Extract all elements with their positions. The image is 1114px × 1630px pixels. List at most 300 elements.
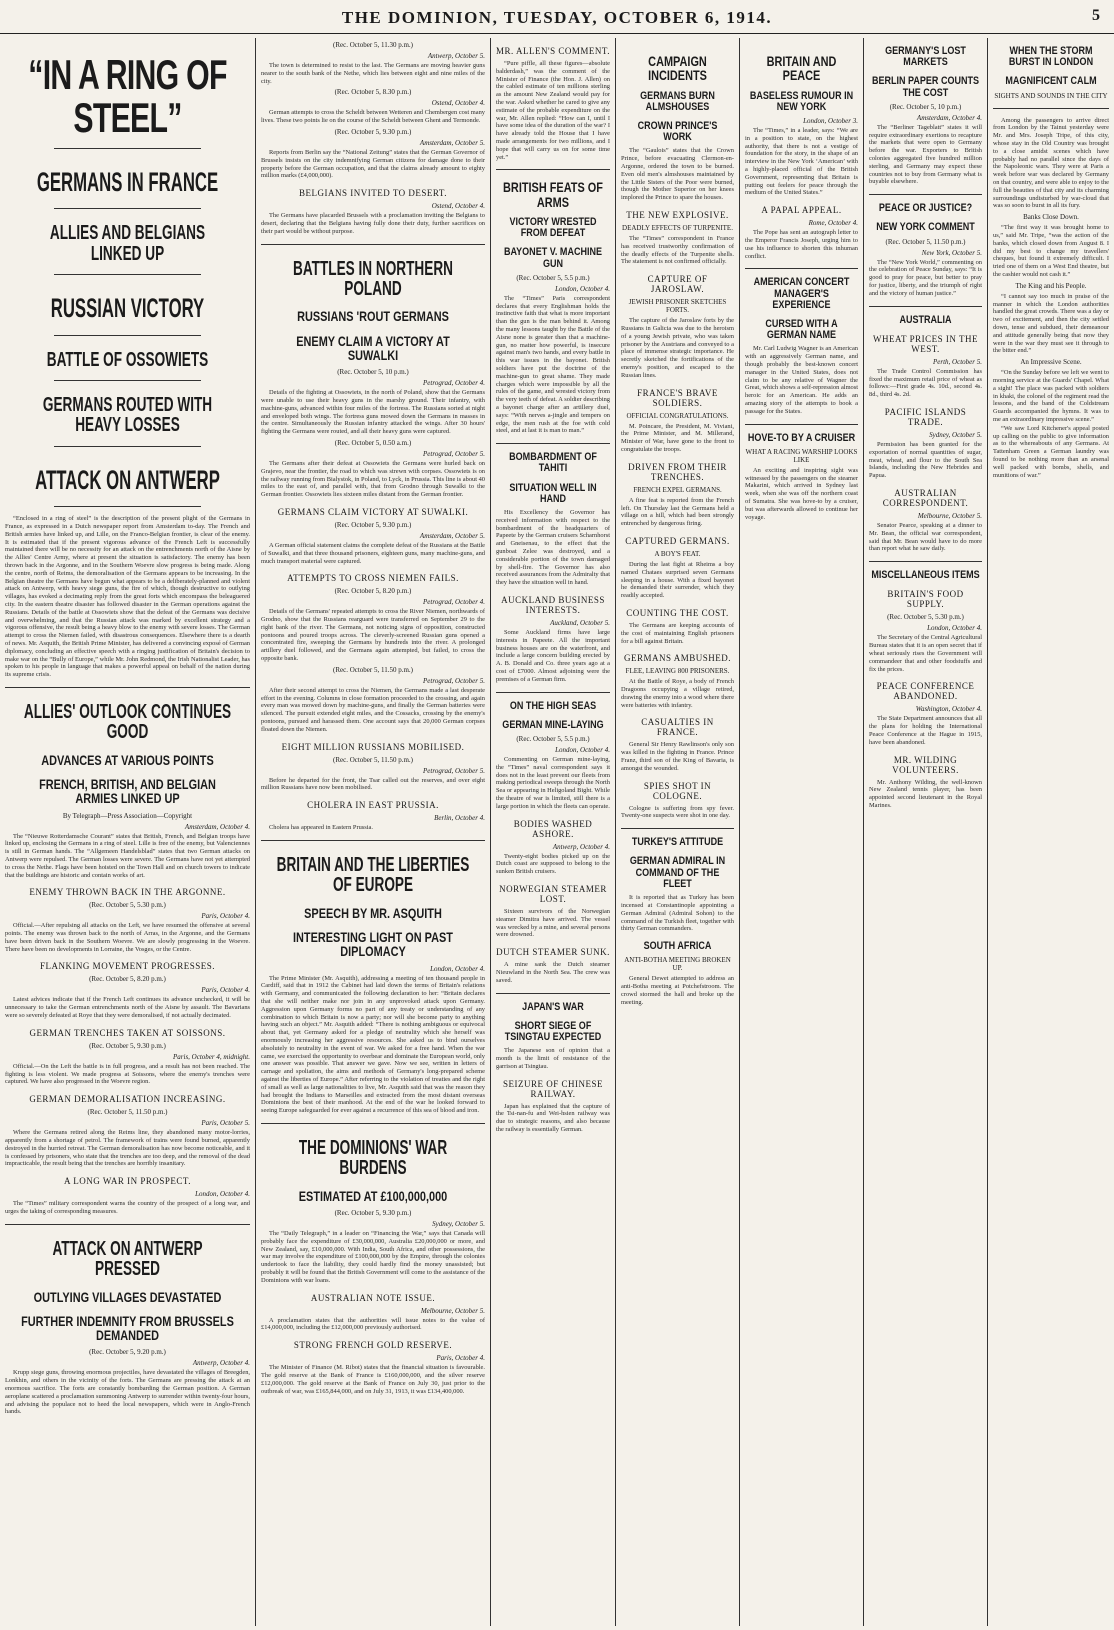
britpeace-dateline: London, October 3. — [803, 116, 858, 125]
masthead — [0, 0, 1114, 34]
britpeace-body-text: The “Times,” in a leader, says: “We are in a position to state, on the highest authority, that there is not a vestige of foundation for the story, in the shape of an interview in the New York ‘American’ with a highly-placed official of the British Government, representing that Britain is putting out feelers for peace through the medium of the United States.” — [745, 126, 858, 197]
jaroslaw-body — [621, 317, 734, 379]
correspondent-headline: AUSTRALIAN CORRESPONDENT. — [882, 488, 969, 509]
page-number: 5 — [1092, 7, 1100, 24]
pacific-dateline: Sydney, October 5. — [929, 431, 982, 440]
campaign-deck-1: GERMANS BURN ALMSHOUSES — [640, 89, 715, 113]
last-body-text: “We saw Lord Kitchener's appeal posted up calling on the public to give information as to the whereabouts of any Germans. At Tattenham Green a German laundry was found to be nothing more than an arsenal well packed with bombs, shells, and munitions of war.” — [993, 424, 1109, 479]
wilding-body-text: Mr. Anthony Wilding, the well-known New Zealand tennis player, has been appointed second lieutenant in the Royal Marines. — [869, 778, 982, 810]
banks-subhead: Banks Close Down. — [1023, 213, 1079, 222]
australia-dateline: Perth, October 5. — [933, 357, 982, 366]
britain-deck-1: SPEECH BY MR. ASQUITH — [304, 904, 442, 921]
norwegian-headline: NORWEGIAN STEAMER LOST. — [499, 883, 607, 904]
australia-subhead: WHEAT PRICES IN THE WEST. — [873, 333, 978, 354]
driven-headline: DRIVEN FROM THEIR TRENCHES. — [628, 461, 727, 482]
ostend-body-text: German attempts to cross the Scheldt between Wetteren and Chembergen cost many lives. These two points lie on the course of the Scheldt between Ghent and Termonde. — [261, 109, 485, 125]
niemen2-body-text: After their second attempt to cross the Niemen, the Germans made a last desperate effort in the evening. Columns in close formation proceeded to the crossing, and again every man was mowed down by machine-guns, and finally the German batteries were silenced. The pursuit extended eight miles, and the Cossacks, crossing by the enemy's pontoons, pursued and harassed them. One account says that 20,000 German corpses floated down the Niemen. — [261, 686, 485, 733]
australia-body-text: The Trade Control Commission has fixed the maximum retail price of wheat as follows:—First grade 4s. 10d., second 4s. 8d., third 4s. 2d. — [869, 367, 982, 399]
campaign-headline: CAMPAIGN INCIDENTS — [648, 53, 707, 84]
eight-body — [261, 777, 485, 793]
conference-headline: PEACE CONFERENCE ABANDONED. — [876, 681, 975, 702]
niemen-dateline: Petrograd, October 4. — [423, 598, 485, 607]
lead-deck-2: ALLIES AND BELGIANS LINKED UP — [49, 222, 206, 265]
poland-deck-2: ENEMY CLAIM A VICTORY AT SUWALKI — [296, 332, 450, 363]
niemen-body-text: Details of the Germans' repeated attempts to cross the River Niemen, northwards of Grodno, show that the Russians rearguard were transferred on September 29 to the right bank of the river. The Germans, not noticing signs of opposition, constructed pontoons and poured troops across. The cleverly-screened Russian guns opened a concentrated fire, sweeping the Germans by hundreds into the river. A prolonged artillery duel followed, and the Germans again attempted, but failed, to cross the opposite bank. — [261, 608, 485, 663]
correspondent-body — [869, 522, 982, 553]
peace-deck: NEW YORK COMMENT — [876, 221, 975, 234]
soissons-body — [5, 1063, 250, 1086]
lead-deck-3: RUSSIAN VICTORY — [50, 292, 205, 323]
france-soldiers-headline: FRANCE'S BRAVE SOLDIERS. — [637, 387, 718, 408]
feats-dateline: London, October 4. — [555, 284, 610, 293]
argonne-rec: (Rec. October 5, 5.30 p.m.) — [89, 901, 166, 910]
japan-deck: SHORT SIEGE OF TSINGTAU EXPECTED — [504, 1019, 602, 1043]
demoral-dateline: Paris, October 5. — [201, 1119, 250, 1128]
divider — [54, 380, 201, 381]
impressive-body — [993, 369, 1109, 424]
feats-headline: BRITISH FEATS OF ARMS — [503, 179, 603, 210]
niemen2-body — [261, 687, 485, 734]
south-africa-body-text: General Dewet attempted to address an anti-Botha meeting at Potchefstroom. The crowd stormed the hall and broke up the meeting. — [621, 975, 734, 1006]
outlook-body-text: The “Nieuwe Rotterdamsche Courant” states that British, French, and Belgian troops have linked up, enclosing the Germans in a ring of steel. Lille is free of the enemy, but Valenciennes is still in German hands. The “Allgemeen Handelsblad” states that two German attacks on Antwerp were repulsed. The German losses were severe. The Germans have not yet attempted to cross the Nethe. Flags have been hoisted on the Town Hall and on church towers to indicate that the buildings are historic and contain works of art. — [5, 832, 250, 879]
turkey-headline: TURKEY'S ATTITUDE — [631, 836, 724, 849]
japan-body-text: The Japanese son of opinion that a month is the limit of resistance of the garrison at Tsingtau. — [496, 1047, 610, 1070]
dominions-rec: (Rec. October 5, 9.30 p.m.) — [334, 1209, 412, 1218]
papal-dateline: Rome, October 4. — [808, 219, 858, 228]
divider — [496, 993, 610, 994]
divider — [496, 443, 610, 444]
lead-deck-5: GERMANS ROUTED WITH HEAVY LOSSES — [42, 393, 213, 437]
amst-body — [261, 149, 485, 180]
demoral-body — [5, 1129, 250, 1168]
france-soldiers-body-text: M. Poincare, the President, M. Viviani, the Prime Minister, and M. Millerand, Minister of War, have gone to the front to congratulate the troops. — [621, 422, 734, 453]
concert-headline: AMERICAN CONCERT MANAGER'S EXPERIENCE — [753, 276, 850, 311]
conference-dateline: Washington, October 4. — [915, 705, 982, 714]
papal-headline: A PAPAL APPEAL. — [761, 205, 842, 216]
captured-headline: CAPTURED GERMANS. — [625, 535, 730, 546]
spies-headline: SPIES SHOT IN COLOGNE. — [643, 780, 712, 801]
niemen2-dateline: Petrograd, October 5. — [423, 676, 485, 685]
eight-body-text: Before he departed for the front, the Tsar called out the reserves, and over eight million Russians have now been mobilised. — [261, 776, 485, 792]
captured-body-text: During the last fight at Rheims a boy named Chataes surprised seven Germans sleeping in a house. With a fixed bayonet he demanded their surrender, which they readily accepted. — [621, 560, 734, 600]
gold-body-text: The Minister of Finance (M. Ribot) states that the financial situation is favourable. The gold reserve at the Bank of France is £160,000,000, and the silver reserve £12,000,000. The gold reserve at the Bank of France on July 30, just prior to the outbreak of war, was £165,844,000, and on July 31, 1913, it was £134,400,000. — [261, 1364, 485, 1395]
sea-dateline: London, October 4. — [555, 745, 610, 754]
note-body-text: A proclamation states that the authorities will issue notes to the value of £14,000,000, including the £12,000,000 previously authorised. — [261, 1316, 485, 1332]
poland-dateline: Petrograd, October 4. — [423, 379, 485, 388]
top-rec: (Rec. October 5, 11.30 p.m.) — [332, 41, 414, 49]
flank-headline: FLANKING MOVEMENT PROGRESSES. — [39, 961, 216, 972]
dominions-dateline: Sydney, October 5. — [432, 1220, 485, 1229]
sea-body — [496, 756, 610, 811]
war-headline: A LONG WAR IN PROSPECT. — [64, 1176, 191, 1187]
feats-body-text: The “Times” Paris correspondent declares that every Englishman holds the instinctive faith that what is more important than the gun is the man behind it. Among the many lessons taught by the Battle of the Aisne none is greater than that a machine-gun, no matter how powerful, is insecure against man's two hands, and every battle in this war issues in the bayonet. British soldiers have put the doctrine of the machine-gun to great shame. They made charges which were impossible by all the rules of the game, and wrested victory from the very teeth of defeat. A soldier describing a bayonet charge after an artillery duel, says: “With nerves a-jingle and tempers on edge, the men rush at the foe with cold steel, and at last it is man to man.” — [496, 294, 610, 435]
antwerp-body — [5, 1369, 250, 1416]
amst-dateline: Amsterdam, October 5. — [419, 138, 485, 147]
auckland-body — [496, 629, 610, 684]
bodies-dateline: Antwerp, October 4. — [552, 842, 610, 851]
casualties-body-text: General Sir Henry Rawlinson's only son was killed in the fighting in France. Prince Franz, third son of the King of Bavaria, is amongst the wounded. — [621, 741, 734, 772]
misc-subhead: BRITAIN'S FOOD SUPPLY. — [887, 589, 964, 610]
casualties-body — [621, 741, 734, 772]
divider — [745, 424, 858, 425]
markets-headline: GERMANY'S LOST MARKETS — [885, 45, 966, 69]
top-dateline: Antwerp, October 5. — [427, 52, 485, 60]
britpeace-headline: BRITAIN AND PEACE — [766, 53, 837, 84]
britain-body — [261, 975, 485, 1115]
divider — [54, 148, 201, 149]
king-subhead: The King and his People. — [1015, 281, 1087, 290]
spacer — [745, 38, 858, 44]
antwerp-rec: (Rec. October 5, 9.20 p.m.) — [89, 1348, 166, 1357]
dominions-body-text: The “Daily Telegraph,” in a leader on “Financing the War,” says that Canada will probably face the expenditure of £30,000,000, Australia £20,000,000 or more, and New Zealand, say, £10,000,000. With India, South Africa, and other possessions, the war may involve the expenditure of £100,000,000 by the Empire, through the colonies undertook to face the liability, they could hardly find the money unassisted; but probably it will be found that the British Government will come to the assistance of the Dominions with war loans. — [261, 1230, 485, 1284]
outlook-dateline: Amsterdam, October 4. — [184, 822, 250, 831]
divider — [5, 687, 250, 688]
campaign-body — [621, 147, 734, 202]
divider — [621, 828, 734, 829]
top-body-text: The town is determined to resist to the last. The Germans are moving heavier guns nearer to the south bank of the Nethe, which lies between eight and nine miles of the city. — [261, 62, 485, 85]
amst-rec: (Rec. October 5, 9.30 p.m.) — [334, 127, 412, 136]
campaign-deck-2: CROWN PRINCE'S WORK — [637, 119, 718, 144]
tahiti-headline: BOMBARDMENT OF TAHITI — [509, 451, 597, 475]
top-body — [261, 62, 485, 85]
feats-rec: (Rec. October 5, 5.5 p.m.) — [516, 273, 590, 282]
allen-body — [496, 60, 610, 161]
britpeace-body — [745, 127, 858, 197]
last-body — [993, 425, 1109, 480]
ambushed-body — [621, 678, 734, 709]
niemen-headline: ATTEMPTS TO CROSS NIEMEN FAILS. — [287, 573, 459, 584]
britpeace-deck: BASELESS RUMOUR IN NEW YORK — [749, 89, 854, 113]
auckland-dateline: Auckland, October 5. — [550, 618, 610, 627]
column-5 — [739, 38, 863, 1626]
feats-deck-1: VICTORY WRESTED FROM DEFEAT — [509, 215, 597, 240]
poland-body-text: Details of the fighting at Ossowiets, in the north of Poland, show that the Germans were unable to use their heavy guns in the marshy ground. Their infantry, with machine-guns, advanced within four miles of the fortress. The Russians sorted at night and enveloped both wings. The fortress guns mowed down the Germans in masses in the centre. Simultaneously the Russian infantry attacked the wings. After 30 hours' fighting the Germans were routed, and all their heavy guns were captured. — [261, 389, 485, 436]
flank-rec: (Rec. October 5, 8.20 p.m.) — [89, 975, 166, 984]
papal-body-text: The Pope has sent an autograph letter to the Emperor Francis Joseph, urging him to use his influence to shorten this inhuman conflict. — [745, 229, 858, 260]
eight-headline: EIGHT MILLION RUSSIANS MOBILISED. — [281, 741, 465, 752]
flank-body-text: Latest advices indicate that if the French Left continues its advance unchecked, it will be unnecessary to take the German entrenchments north of the Aisne by assault. The Bavarians were so severely defeated at Roye that they were demoralised, if not actually decimated. — [5, 996, 250, 1020]
sea-headline: ON THE HIGH SEAS — [509, 699, 597, 712]
explosive-subhead: DEADLY EFFECTS OF TURPENITE. — [622, 223, 733, 232]
spacer — [621, 38, 734, 44]
hove-deck: WHAT A RACING WARSHIP LOOKS LIKE — [745, 447, 858, 464]
divider — [869, 194, 982, 195]
britain-deck-2: INTERESTING LIGHT ON PAST DIPLOMACY — [293, 929, 453, 960]
seizure-body-text: Japan has explained that the capture of the Tsi-nan-fu and Wei-hsien railway was due to strategic reasons, and also because the railway is essentially German. — [496, 1102, 610, 1133]
conference-body-text: The State Department announces that all the plans for holding the International Peace Conference at the Hague in 1915, have been abandoned. — [869, 715, 982, 746]
demoral-headline: GERMAN DEMORALISATION INCREASING. — [29, 1094, 226, 1105]
desert-headline: BELGIANS INVITED TO DESERT. — [299, 188, 447, 199]
wilding-body — [869, 779, 982, 810]
page-columns — [0, 38, 1114, 1626]
ostend-body — [261, 109, 485, 125]
divider — [496, 692, 610, 693]
misc-body-text: The Secretary of the Central Agricultural Bureau states that it is an open secret that if wheat seriously rises the Government will commandeer that and other foodstuffs and fix the prices. — [869, 634, 982, 673]
desert-dateline: Ostend, October 4. — [431, 202, 485, 211]
suwalki-body-text: A German official statement claims the complete defeat of the Russians at the Battle of Suwalki, and that three thousand prisoners, eighteen guns, many machine-guns, and much transport material were captured. — [261, 541, 485, 565]
desert-body-text: The Germans have placarded Brussels with a proclamation inviting the Belgians to desert, declaring that the Belgians having fully done their duty, further sacrifices on their part would be without purpose. — [261, 212, 485, 235]
outlook-deck-1: ADVANCES AT VARIOUS POINTS — [41, 751, 214, 768]
osso-rec: (Rec. October 5, 0.50 a.m.) — [334, 438, 412, 447]
dominions-deck: ESTIMATED AT £100,000,000 — [298, 1187, 448, 1204]
divider — [261, 1123, 485, 1124]
tahiti-body — [496, 509, 610, 587]
seizure-body — [496, 1103, 610, 1134]
correspondent-body-text: Senator Pearce, speaking at a dinner to Mr. Bean, the official war correspondent, said that Mr. Bean would have to do more than report what he saw daily. — [869, 522, 982, 553]
dominions-headline: THE DOMINIONS' WAR BURDENS — [298, 1136, 448, 1180]
sea-deck: GERMAN MINE-LAYING — [502, 718, 604, 731]
divider — [496, 169, 610, 170]
driven-body-text: A fine feat is reported from the French left. On Thursday last the Germans held a village on a hill, which had been strongly entrenched by dangerous firing. — [621, 496, 734, 528]
gold-body — [261, 1364, 485, 1395]
misc-rec: (Rec. October 5, 5.30 p.m.) — [887, 613, 964, 622]
cholera-body-text: Cholera has appeared in Eastern Prussia. — [269, 824, 373, 832]
storm-deck-1: MAGNIFICENT CALM — [1005, 75, 1097, 88]
niemen-body — [261, 608, 485, 663]
bodies-headline: BODIES WASHED ASHORE. — [513, 818, 593, 839]
dutch-body-text: A mine sank the Dutch steamer Nieuwland in the North Sea. The crew was saved. — [496, 961, 610, 984]
divider — [54, 506, 201, 507]
markets-dateline: Amsterdam, October 4. — [916, 113, 982, 122]
argonne-body — [5, 922, 250, 953]
antwerp-dateline: Antwerp, October 4. — [192, 1359, 250, 1368]
impressive-body-text: “On the Sunday before we left we went to morning service at the Guards' Chapel. What a sight! The place was packed with soldiers in khaki, the colonel of the regiment read the lessons, and the band of the Coldstream Guards accompanied the hymns. It was to me an extraordinary impressive scene.” — [993, 369, 1109, 423]
australia-headline: AUSTRALIA — [899, 313, 952, 326]
casualties-headline: CASUALTIES IN FRANCE. — [641, 717, 714, 738]
divider — [993, 108, 1109, 109]
dutch-headline: DUTCH STEAMER SUNK. — [496, 947, 610, 958]
concert-body-text: Mr. Carl Ludwig Wagner is an American with an aggressively German name, and though probably the best-known concert manager in the United States, does not claim to be any relative of Wagner the Great, which shows a self-repression almost heroic for an American. He adds an amazing story of the attempts to book a passage for the States. — [745, 345, 858, 415]
king-body — [993, 293, 1109, 355]
allen-body-text: “Pure piffle, all these figures—absolute balderdash,” was the comment of the Minister of Finance (the Hon. J. Allen) on the cabled estimate of ten millions sterling as the amount New Zealand would pay for the war. Asked whether he cared to give any estimate of the probable expenditure on the war, Mr. Allen replied: “How can I, until I have some idea of the duration of the war? I have already told the House that I have made arrangements for two millions, and I hope that will carry us on for some time yet.” — [496, 60, 610, 161]
turkey-body — [621, 894, 734, 933]
bodies-body — [496, 853, 610, 876]
poland-deck-1: RUSSIANS 'ROUT GERMANS — [297, 308, 449, 325]
norwegian-body-text: Sixteen survivors of the Norwegian steamer Dimitra have arrived. The vessel was wrecked by a mine, and several persons were drowned. — [496, 907, 610, 939]
sea-body-text: Commenting on German mine-laying, the “Times” naval correspondent says it does not in the least prevent our fleets from making periodical sweeps through the North Sea or appearing in Heligoland Bight. While the theatre of war is limited, still there is a large portion in which the fleets can operate. — [496, 755, 610, 810]
masthead-title: THE DOMINION, TUESDAY, OCTOBER 6, 1914. — [341, 8, 773, 27]
feats-body — [496, 295, 610, 435]
column-6 — [863, 38, 987, 1626]
hove-body-text: An exciting and inspiring sight was witnessed by the passengers on the steamer Makarini, which arrived in Sydney last week, when she was off the northern coast of Sumatra. She was hove-to by a cruiser, but was afterwards allowed to continue her voyage. — [745, 466, 858, 521]
osso-dateline: Petrograd, October 5. — [423, 449, 485, 458]
south-africa-deck: ANTI-BOTHA MEETING BROKEN UP. — [624, 956, 731, 973]
papal-body — [745, 229, 858, 260]
auckland-body-text: Some Auckland firms have large interests in Papeete. All the important business houses are on the waterfront, and include a large concern building erected by A. B. Donald and Co. three years ago at a cost of £7000. Almost adjoining were the premises of a German firm. — [496, 628, 610, 683]
divider — [54, 208, 201, 209]
storm-headline: WHEN THE STORM BURST IN LONDON — [1008, 45, 1094, 69]
column-2 — [255, 38, 490, 1626]
divider — [54, 446, 201, 447]
peace-headline: PEACE OR JUSTICE? — [878, 202, 973, 215]
osso-body — [261, 460, 485, 499]
misc-headline: MISCELLANEOUS ITEMS — [871, 569, 980, 582]
outlook-body — [5, 833, 250, 880]
lead-deck-4: BATTLE OF OSSOWIETS — [46, 348, 209, 371]
desert-body — [261, 212, 485, 235]
bodies-body-text: Twenty-eight bodies picked up on the Dutch coast are supposed to belong to the sunken British cruisers. — [496, 852, 610, 876]
storm-deck-2: SIGHTS AND SOUNDS IN THE CITY — [994, 91, 1108, 100]
lead-deck-6: ATTACK ON ANTWERP — [35, 464, 220, 495]
argonne-headline: ENEMY THROWN BACK IN THE ARGONNE. — [29, 887, 226, 898]
concert-deck: CURSED WITH A GERMAN NAME — [765, 317, 838, 342]
storm-body — [993, 117, 1109, 211]
divider — [5, 1224, 250, 1225]
suwalki-headline: GERMANS CLAIM VICTORY AT SUWALKI. — [277, 506, 469, 517]
eight-rec: (Rec. October 5, 11.50 p.m.) — [332, 755, 414, 764]
turkey-body-text: It is reported that as Turkey has been incensed at Constantinople appointing a German Admiral (Admiral Sohon) to the command of the Turkish fleet, together with thirty German commanders. — [621, 894, 734, 933]
lead-deck-1: GERMANS IN FRANCE — [36, 166, 219, 197]
suwalki-rec: (Rec. October 5, 9.30 p.m.) — [334, 520, 412, 529]
outlook-credit: By Telegraph—Press Association—Copyright — [62, 811, 193, 820]
note-dateline: Melbourne, October 5. — [420, 1306, 485, 1315]
turkey-deck: GERMAN ADMIRAL IN COMMAND OF THE FLEET — [629, 855, 726, 890]
peace-body-text: The “New York World,” commenting on the celebration of Peace Sunday, says: “It is good to pray for peace, but better to pray for justice, liberty, and the triumph of right and the victory of human justice.” — [869, 258, 982, 297]
note-headline: AUSTRALIAN NOTE ISSUE. — [310, 1292, 436, 1303]
hove-headline: HOVE-TO BY A CRUISER — [747, 431, 856, 444]
divider — [54, 335, 201, 336]
markets-rec: (Rec. October 5, 10 p.m.) — [889, 102, 962, 111]
argonne-dateline: Paris, October 4. — [201, 912, 250, 921]
captured-subhead: A BOY'S FEAT. — [654, 549, 701, 558]
impressive-subhead: An Impressive Scene. — [1020, 358, 1082, 367]
captured-body — [621, 561, 734, 600]
wilding-headline: MR. WILDING VOLUNTEERS. — [892, 754, 959, 775]
cholera-headline: CHOLERA IN EAST PRUSSIA. — [307, 800, 439, 811]
driven-subhead: FRENCH EXPEL GERMANS. — [633, 485, 722, 494]
soissons-dateline: Paris, October 4, midnight. — [173, 1052, 250, 1061]
eight-dateline: Petrograd, October 5. — [423, 766, 485, 775]
argonne-body-text: Official.—After repulsing all attacks on the Left, we have resumed the offensive at several points. The enemy was thrown back to the north of Arras, in the Argonne, and the Germans have been driven back in the Southern Woevre. We are slowly progressing in the Woevre. There have been no developments in Lorraine, the Vosges, or the Centre. — [5, 922, 250, 953]
france-soldiers-body — [621, 423, 734, 454]
peace-dateline: New York, October 5. — [921, 248, 982, 257]
misc-body — [869, 634, 982, 673]
allen-headline: MR. ALLEN'S COMMENT. — [496, 46, 610, 56]
poland-headline: BATTLES IN NORTHERN POLAND — [293, 257, 453, 300]
king-body-text: “I cannot say too much in praise of the manner in which the London authorities handled the great crowds. There was a day or two of excitement, and then the city settled down, tense and subdued, their demeanour and attitude generally being that now they were in the war they must see it through to the bitter end.” — [993, 292, 1109, 355]
spies-body-text: Cologne is suffering from spy fever. Twenty-one suspects were shot in one day. — [621, 804, 734, 820]
cost-body — [621, 622, 734, 645]
gold-dateline: Paris, October 4. — [436, 1354, 485, 1363]
conference-body — [869, 715, 982, 746]
spies-body — [621, 805, 734, 821]
explosive-body — [621, 235, 734, 266]
britain-dateline: London, October 4. — [430, 964, 485, 973]
jaroslaw-subhead: JEWISH PRISONER SKETCHES FORTS. — [628, 298, 727, 315]
japan-body — [496, 1047, 610, 1070]
auckland-headline: AUCKLAND BUSINESS INTERESTS. — [501, 594, 605, 615]
dominions-body — [261, 1230, 485, 1285]
lead-intro — [5, 515, 250, 679]
soissons-rec: (Rec. October 5, 9.30 p.m.) — [89, 1041, 166, 1050]
markets-body — [869, 124, 982, 186]
markets-body-text: The “Berliner Tageblatt” states it will require extraordinary exertions to recapture the markets that were open to Germany before the war. Exporters to British colonies aggregated five hundred million sterling, and Germany may expect these countries not to buy from Germany what is buyable elsewhere. — [869, 123, 982, 186]
feats-deck-2: BAYONET V. MACHINE GUN — [503, 246, 603, 270]
suwalki-dateline: Amsterdam, October 5. — [419, 531, 485, 540]
column-4 — [615, 38, 739, 1626]
divider — [261, 244, 485, 245]
concert-body — [745, 345, 858, 415]
norwegian-body — [496, 908, 610, 939]
explosive-body-text: The “Times” correspondent in France has received trustworthy confirmation of the deadly effects of the Turpenite shells. The statement is not confirmed officially. — [621, 234, 734, 266]
pacific-body-text: Permission has been granted for the exportation of normal quantities of sugar, meat, wheat, and flour to the South Sea Islands, including the New Hebrides and Papua. — [869, 441, 982, 480]
antwerp-deck-1: OUTLYING VILLAGES DEVASTATED — [33, 1288, 222, 1305]
ostend-dateline: Ostend, October 4. — [431, 99, 485, 108]
note-body — [261, 1317, 485, 1333]
flank-dateline: Paris, October 4. — [201, 986, 250, 995]
hove-body — [745, 467, 858, 522]
column-7 — [987, 38, 1114, 1626]
gold-headline: STRONG FRENCH GOLD RESERVE. — [293, 1340, 453, 1351]
outlook-deck-2: FRENCH, BRITISH, AND BELGIAN ARMIES LINKED UP — [39, 775, 216, 807]
poland-rec: (Rec. October 5, 10 p.m.) — [337, 368, 409, 377]
lead-headline: “IN A RING OF STEEL” — [28, 51, 227, 141]
soissons-body-text: Official.—On the Left the battle is in full progress, and a result has not been reached. The fighting is less violent. We made progress at Soissons, where the enemy's trenches were captured. We have also progressed in the Woevre region. — [5, 1062, 250, 1086]
dutch-body — [496, 961, 610, 984]
campaign-body-text: The “Gaulois” states that the Crown Prince, before evacuating Clermon-en-Argonne, ordered the town to be burned. Even old men's almshouses maintained by the Little Sisters of the Poor were burned, though the Mother Superior on her knees implored the Prince to spare the houses. — [621, 147, 734, 202]
jaroslaw-headline: CAPTURE OF JAROSLAW. — [647, 274, 708, 295]
ambushed-body-text: At the Battle of Roye, a body of French Dragoons occupying a village retired, drawing the enemy into a wood where there were batteries with infantry. — [621, 678, 734, 709]
peace-rec: (Rec. October 5, 11.50 p.m.) — [885, 237, 966, 246]
seizure-headline: SEIZURE OF CHINESE RAILWAY. — [502, 1078, 603, 1099]
australia-body — [869, 368, 982, 399]
japan-headline: JAPAN'S WAR — [522, 1000, 584, 1013]
sea-rec: (Rec. October 5, 5.5 p.m.) — [516, 734, 590, 743]
peace-body — [869, 259, 982, 298]
antwerp-deck-2: FURTHER INDEMNITY FROM BRUSSELS DEMANDED — [21, 1312, 234, 1344]
storm-body-text: Among the passengers to arrive direct from London by the Tainui yesterday were Mr. and Mrs. Joseph Tripe, of this city, whose stay in the Old Country was brought to a close amidst scenes which have probably had no parallel since the days of the Napoleonic wars. They were at Paris a week before war was declared by Germany on that country, and were able to enjoy to the full the beauties of that city and its charming surroundings undisturbed by war-cloud that was so soon to burst in all its fury. — [993, 116, 1109, 210]
cost-headline: COUNTING THE COST. — [626, 607, 729, 618]
osso-body-text: The Germans after their defeat at Ossowiets the Germans were hurled back on Grajevo, near the frontier, the road to which was strewn with corpses. Ossowiets is on the railway running from Bialystok, in Poland, to Lyck, in Prussia. This line is about 40 miles to the east of, and parallel with, that from Grodno through Suwalki to the German frontier. Ossowiets lies sixteen miles distant from the German frontier. — [261, 459, 485, 499]
divider — [745, 268, 858, 269]
markets-deck: BERLIN PAPER COUNTS THE COST — [871, 75, 980, 99]
south-africa-body — [621, 975, 734, 1006]
tahiti-deck: SITUATION WELL IN HAND — [509, 481, 597, 505]
driven-body — [621, 497, 734, 528]
lead-intro-text: “Enclosed in a ring of steel” is the description of the present plight of the Germans in France, as expressed in a Dutch newspaper report from Amsterdam to-day. The French and British armies have linked up, and Lille, on the Franco-Belgian frontier, is clear of the enemy. It is estimated that if the present vigorous advance of the French Left is successfully maintained there will be no necessity for an attack on the entrenchments north of the Aisne by the Allies' Centre Army, where at present the situation is satisfactory. The enemy has been thrown back in the Argonne, and in the Southern Woevre slow progress is being made. Along the centre, north of Reims, the demoralisation of the Germans appears to be increasing. In the Belgian theatre the Germans have begun what appears to be a deliberately-planned and violent attack on Antwerp, with heavy siege guns, the fire of which, though destructive to outlying villages, has evoked a decimating reply from the great forts which encompass the beleaguered city. In the eastern theatre disaster has followed disaster in the German operations against the Russians. Details of the battle at Ossowiets show that the defeat of the Germans was decisive and overwhelming, and that the Russian attack was marked by excellent strategy and a vigorous offensive, the result being a heavy blow to the enemy with severe losses. The German attempt to cross the Niemen failed, with disastrous consequences. Elsewhere there is a dearth of news. Mr. Asquith, the British Prime Minister, has delivered a convincing exposé of German diplomacy, concluding an effective speech with a ringing justification of Britain's decision to make war on the “Bully of Europe,” while Mr. John Redmond, the Irish Nationalist Leader, has spoken to his people in language that makes a powerful appeal on behalf of the nation during its supreme crisis. — [5, 515, 250, 679]
amst-body-text: Reports from Berlin say the “National Zeitung” states that the German Governor of Brussels insists on the city indemnifying German citizens for damage done to their property before the German occupation, and that the claims already amount to eighty million marks (£4,000,000). — [261, 148, 485, 180]
correspondent-dateline: Melbourne, October 5. — [917, 512, 982, 521]
column-1 — [0, 38, 255, 1626]
pacific-headline: PACIFIC ISLANDS TRADE. — [884, 407, 967, 428]
divider — [869, 306, 982, 307]
ambushed-subhead: FLEE, LEAVING 800 PRISONERS. — [625, 667, 730, 676]
column-3 — [490, 38, 615, 1626]
misc-dateline: London, October 4. — [927, 624, 982, 633]
britain-headline: BRITAIN AND THE LIBERTIES OF EUROPE — [276, 854, 470, 897]
war-body — [5, 1200, 250, 1216]
cholera-body — [261, 824, 485, 832]
divider — [869, 561, 982, 562]
france-soldiers-subhead: OFFICIAL CONGRATULATIONS. — [626, 411, 729, 420]
niemen-rec: (Rec. October 5, 8.20 p.m.) — [334, 587, 412, 596]
south-africa-headline: SOUTH AFRICA — [643, 940, 712, 953]
banks-body — [993, 224, 1109, 279]
flank-body — [5, 996, 250, 1019]
cost-body-text: The Germans are keeping accounts of the cost of maintaining English prisoners for a bill against Britain. — [621, 621, 734, 645]
demoral-body-text: Where the Germans retired along the Reims line, they abandoned many motor-lorries, apparently from a shortage of petrol. The framework of trains were found burned, apparently destroyed in the hurried retreat. The German demoralisation has now become noticeable, and it is confessed by prisoners, who state that the trenches are too deep, and the removal of the dead impracticable, the result being that the trenches are horribly insanitary. — [5, 1129, 250, 1168]
jaroslaw-body-text: The capture of the Jaroslaw forts by the Russians in Galicia was due to the heroism of a young Jewish private, who was taken prisoner by the Austrians and conveyed to a place of immense strategic importance. He secretly sketched the fortifications of the enemy's position, and escaped to the Russian lines. — [621, 317, 734, 379]
demoral-rec: (Rec. October 5, 11.50 p.m.) — [87, 1108, 168, 1117]
poland-body — [261, 389, 485, 436]
antwerp-body-text: Krupp siege guns, throwing enormous projectiles, have devastated the villages of Breegden, Lonkhin, and others in the vicinity of the forts. The Germans are pressing the attack at an enormous sacrifice. The forts are constantly bombarding the German position. A German aeroplane scattered a proclamation summoning Antwerp to surrender within twenty-four hours, and advising the populace not to heed the local newspapers, which were in Anglo-French hands. — [5, 1369, 250, 1416]
ambushed-headline: GERMANS AMBUSHED. — [623, 653, 732, 664]
tahiti-body-text: His Excellency the Governor has received information with respect to the bombardment of the headquarters of Papeete by the German cruisers Scharnhorst and Gneisenau, to the effect that the gunboat Zelee was destroyed, and a considerable portion of the town damaged by shell-fire. The Governor has also received assurances from the Admiralty that they have the situation well in hand. — [496, 508, 610, 587]
war-dateline: London, October 4. — [195, 1190, 250, 1199]
antwerp-headline: ATTACK ON ANTWERP PRESSED — [52, 1237, 203, 1281]
suwalki-body — [261, 542, 485, 565]
pacific-body — [869, 441, 982, 480]
